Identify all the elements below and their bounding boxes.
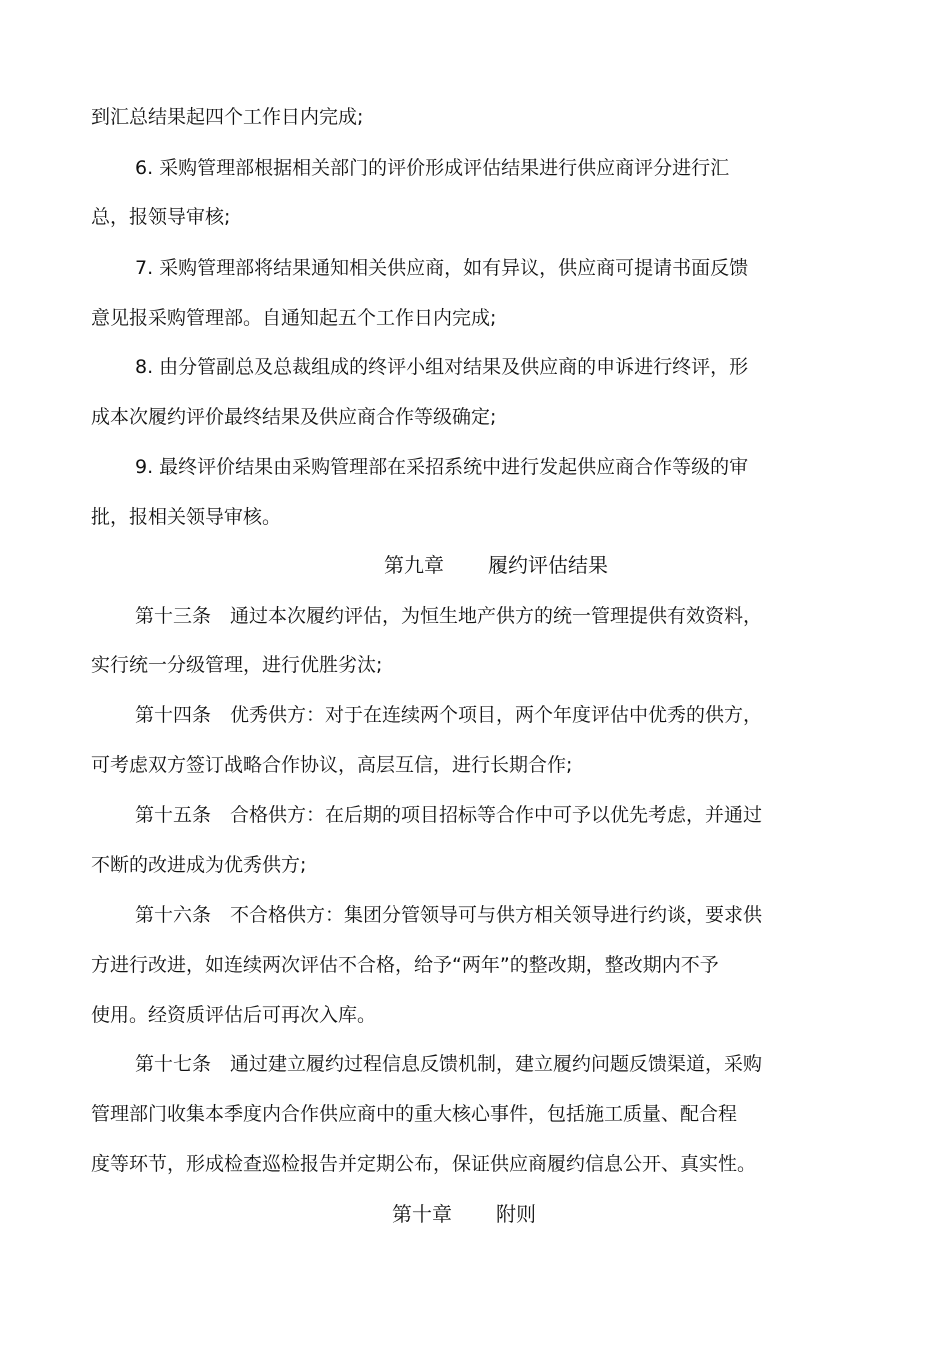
paragraph-6-line-1: 6. 采购管理部根据相关部门的评价形成评估结果进行供应商评分进行汇	[135, 157, 730, 179]
article-17-line-3: 度等环节，形成检查巡检报告并定期公布，保证供应商履约信息公开、真实性。	[91, 1153, 757, 1175]
article-16-line-3: 使用。经资质评估后可再次入库。	[91, 1004, 377, 1026]
article-16-line-1: 第十六条 不合格供方：集团分管领导可与供方相关领导进行约谈，要求供	[135, 904, 763, 926]
chapter-9-number: 第九章	[384, 553, 444, 577]
chapter-10-heading	[392, 1201, 536, 1227]
article-15-line-1: 第十五条 合格供方：在后期的项目招标等合作中可予以优先考虑，并通过	[135, 804, 763, 826]
chapter-10-title: 附则	[496, 1202, 536, 1226]
article-13-line-1: 第十三条 通过本次履约评估，为恒生地产供方的统一管理提供有效资料，	[135, 605, 763, 627]
chapter-9-title: 履约评估结果	[488, 553, 608, 577]
article-13-line-2: 实行统一分级管理，进行优胜劣汰;	[91, 654, 383, 676]
paragraph-7-line-2: 意见报采购管理部。自通知起五个工作日内完成;	[91, 307, 497, 329]
paragraph-9-line-1: 9. 最终评价结果由采购管理部在采招系统中进行发起供应商合作等级的审	[135, 456, 749, 478]
article-14-line-1: 第十四条 优秀供方：对于在连续两个项目，两个年度评估中优秀的供方，	[135, 704, 763, 726]
paragraph-8-line-2: 成本次履约评价最终结果及供应商合作等级确定;	[91, 406, 497, 428]
paragraph-8-line-1: 8. 由分管副总及总裁组成的终评小组对结果及供应商的申诉进行终评，形	[135, 356, 749, 378]
article-15-line-2: 不断的改进成为优秀供方;	[91, 854, 307, 876]
article-17-line-1: 第十七条 通过建立履约过程信息反馈机制，建立履约问题反馈渠道，采购	[135, 1053, 763, 1075]
article-16-line-2: 方进行改进，如连续两次评估不合格，给予“两年”的整改期，整改期内不予	[91, 954, 719, 976]
article-14-line-2: 可考虑双方签订战略合作协议，高层互信，进行长期合作;	[91, 754, 573, 776]
article-17-line-2: 管理部门收集本季度内合作供应商中的重大核心事件，包括施工质量、配合程	[91, 1103, 738, 1125]
chapter-10-number: 第十章	[392, 1202, 452, 1226]
paragraph-9-line-2: 批，报相关领导审核。	[91, 506, 282, 528]
paragraph-continuation: 到汇总结果起四个工作日内完成;	[91, 106, 364, 128]
paragraph-7-line-1: 7. 采购管理部将结果通知相关供应商，如有异议，供应商可提请书面反馈	[135, 257, 749, 279]
chapter-9-heading	[384, 552, 608, 578]
paragraph-6-line-2: 总，报领导审核;	[91, 206, 231, 228]
